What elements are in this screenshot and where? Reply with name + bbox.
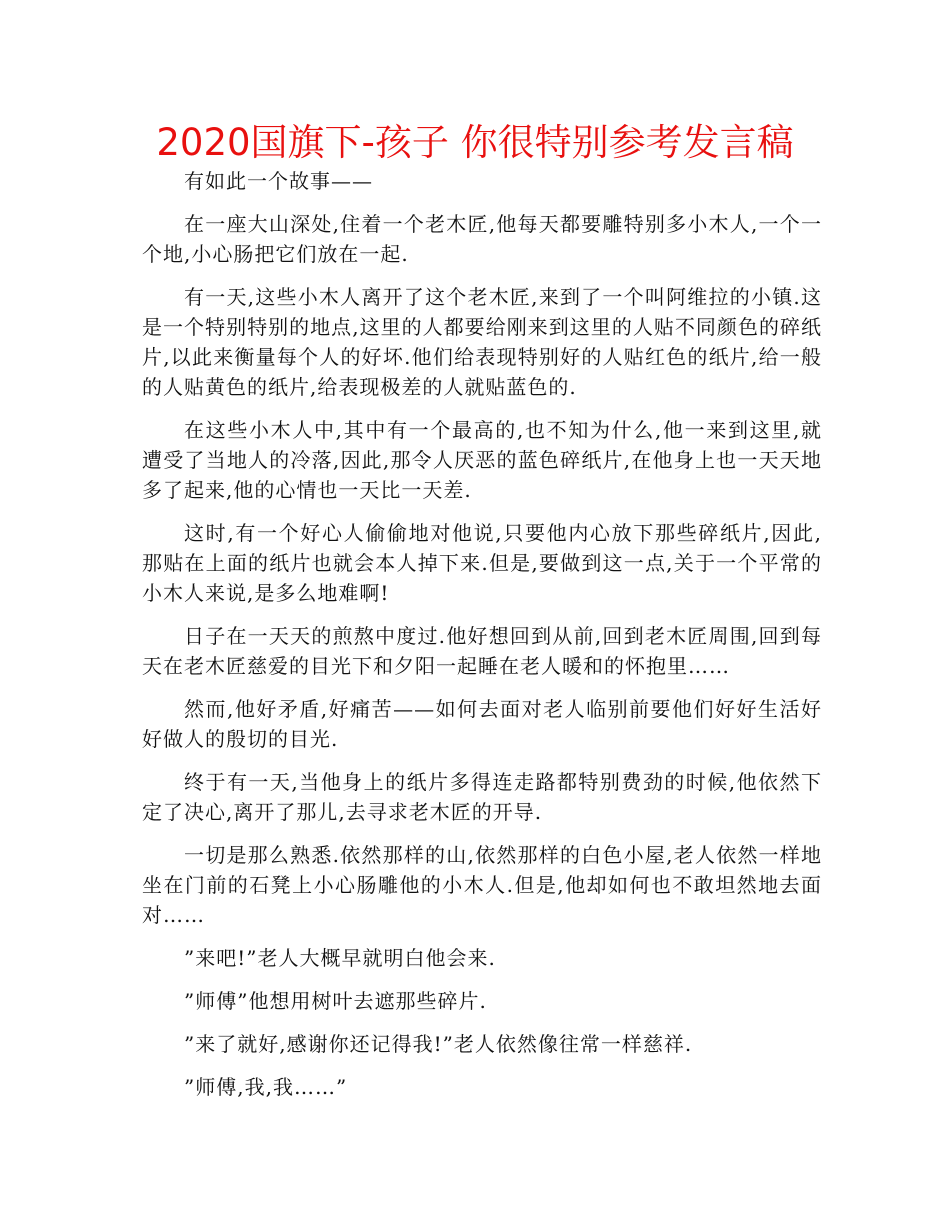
paragraph-4: 在这些小木人中,其中有一个最高的,也不知为什么,他一来到这里,就遭受了当地人的冷落,因此,那令人厌恶的蓝色碎纸片,在他身上也一天天地多了起来,他的心情也一天比一天差. [142,418,822,502]
paragraph-8: 终于有一天,当他身上的纸片多得连走路都特别费劲的时候,他依然下定了决心,离开了那儿,去寻求老木匠的开导. [142,770,822,824]
paragraph-7: 然而,他好矛盾,好痛苦——如何去面对老人临别前要他们好好生活好好做人的殷切的目光. [142,697,822,751]
paragraph-3: 有一天,这些小木人离开了这个老木匠,来到了一个叫阿维拉的小镇.这是一个特别特别的地点,这里的人都要给刚来到这里的人贴不同颜色的碎纸片,以此来衡量每个人的好坏.他们给表现特别好的人贴红色的纸片,给一般的人贴黄色的纸片,给表现极差的人就贴蓝色的. [142,285,822,399]
paragraph-13: ”师傅,我,我……” [184,1075,348,1099]
paragraph-12: ”来了就好,感谢你还记得我!”老人依然像往常一样慈祥. [184,1032,693,1056]
paragraph-1: 有如此一个故事—— [184,169,373,193]
paragraph-2: 在一座大山深处,住着一个老木匠,他每天都要雕特别多小木人,一个一个地,小心肠把它们放在一起. [142,212,822,266]
paragraph-10: ”来吧!”老人大概早就明白他会来. [184,946,496,970]
paragraph-5: 这时,有一个好心人偷偷地对他说,只要他内心放下那些碎纸片,因此,那贴在上面的纸片也就会本人掉下来.但是,要做到这一点,关于一个平常的小木人来说,是多么地难啊! [142,521,822,605]
paragraph-6: 日子在一天天的煎熬中度过.他好想回到从前,回到老木匠周围,回到每天在老木匠慈爱的目光下和夕阳一起睡在老人暖和的怀抱里…… [142,624,822,678]
paragraph-9: 一切是那么熟悉.依然那样的山,依然那样的白色小屋,老人依然一样地坐在门前的石凳上小心肠雕他的小木人.但是,他却如何也不敢坦然地去面对…… [142,843,822,927]
document-body [142,166,822,1115]
document-title: 2020国旗下-孩子 你很特别参考发言稿 [156,121,794,164]
paragraph-11: ”师傅”他想用树叶去遮那些碎片. [184,989,487,1013]
